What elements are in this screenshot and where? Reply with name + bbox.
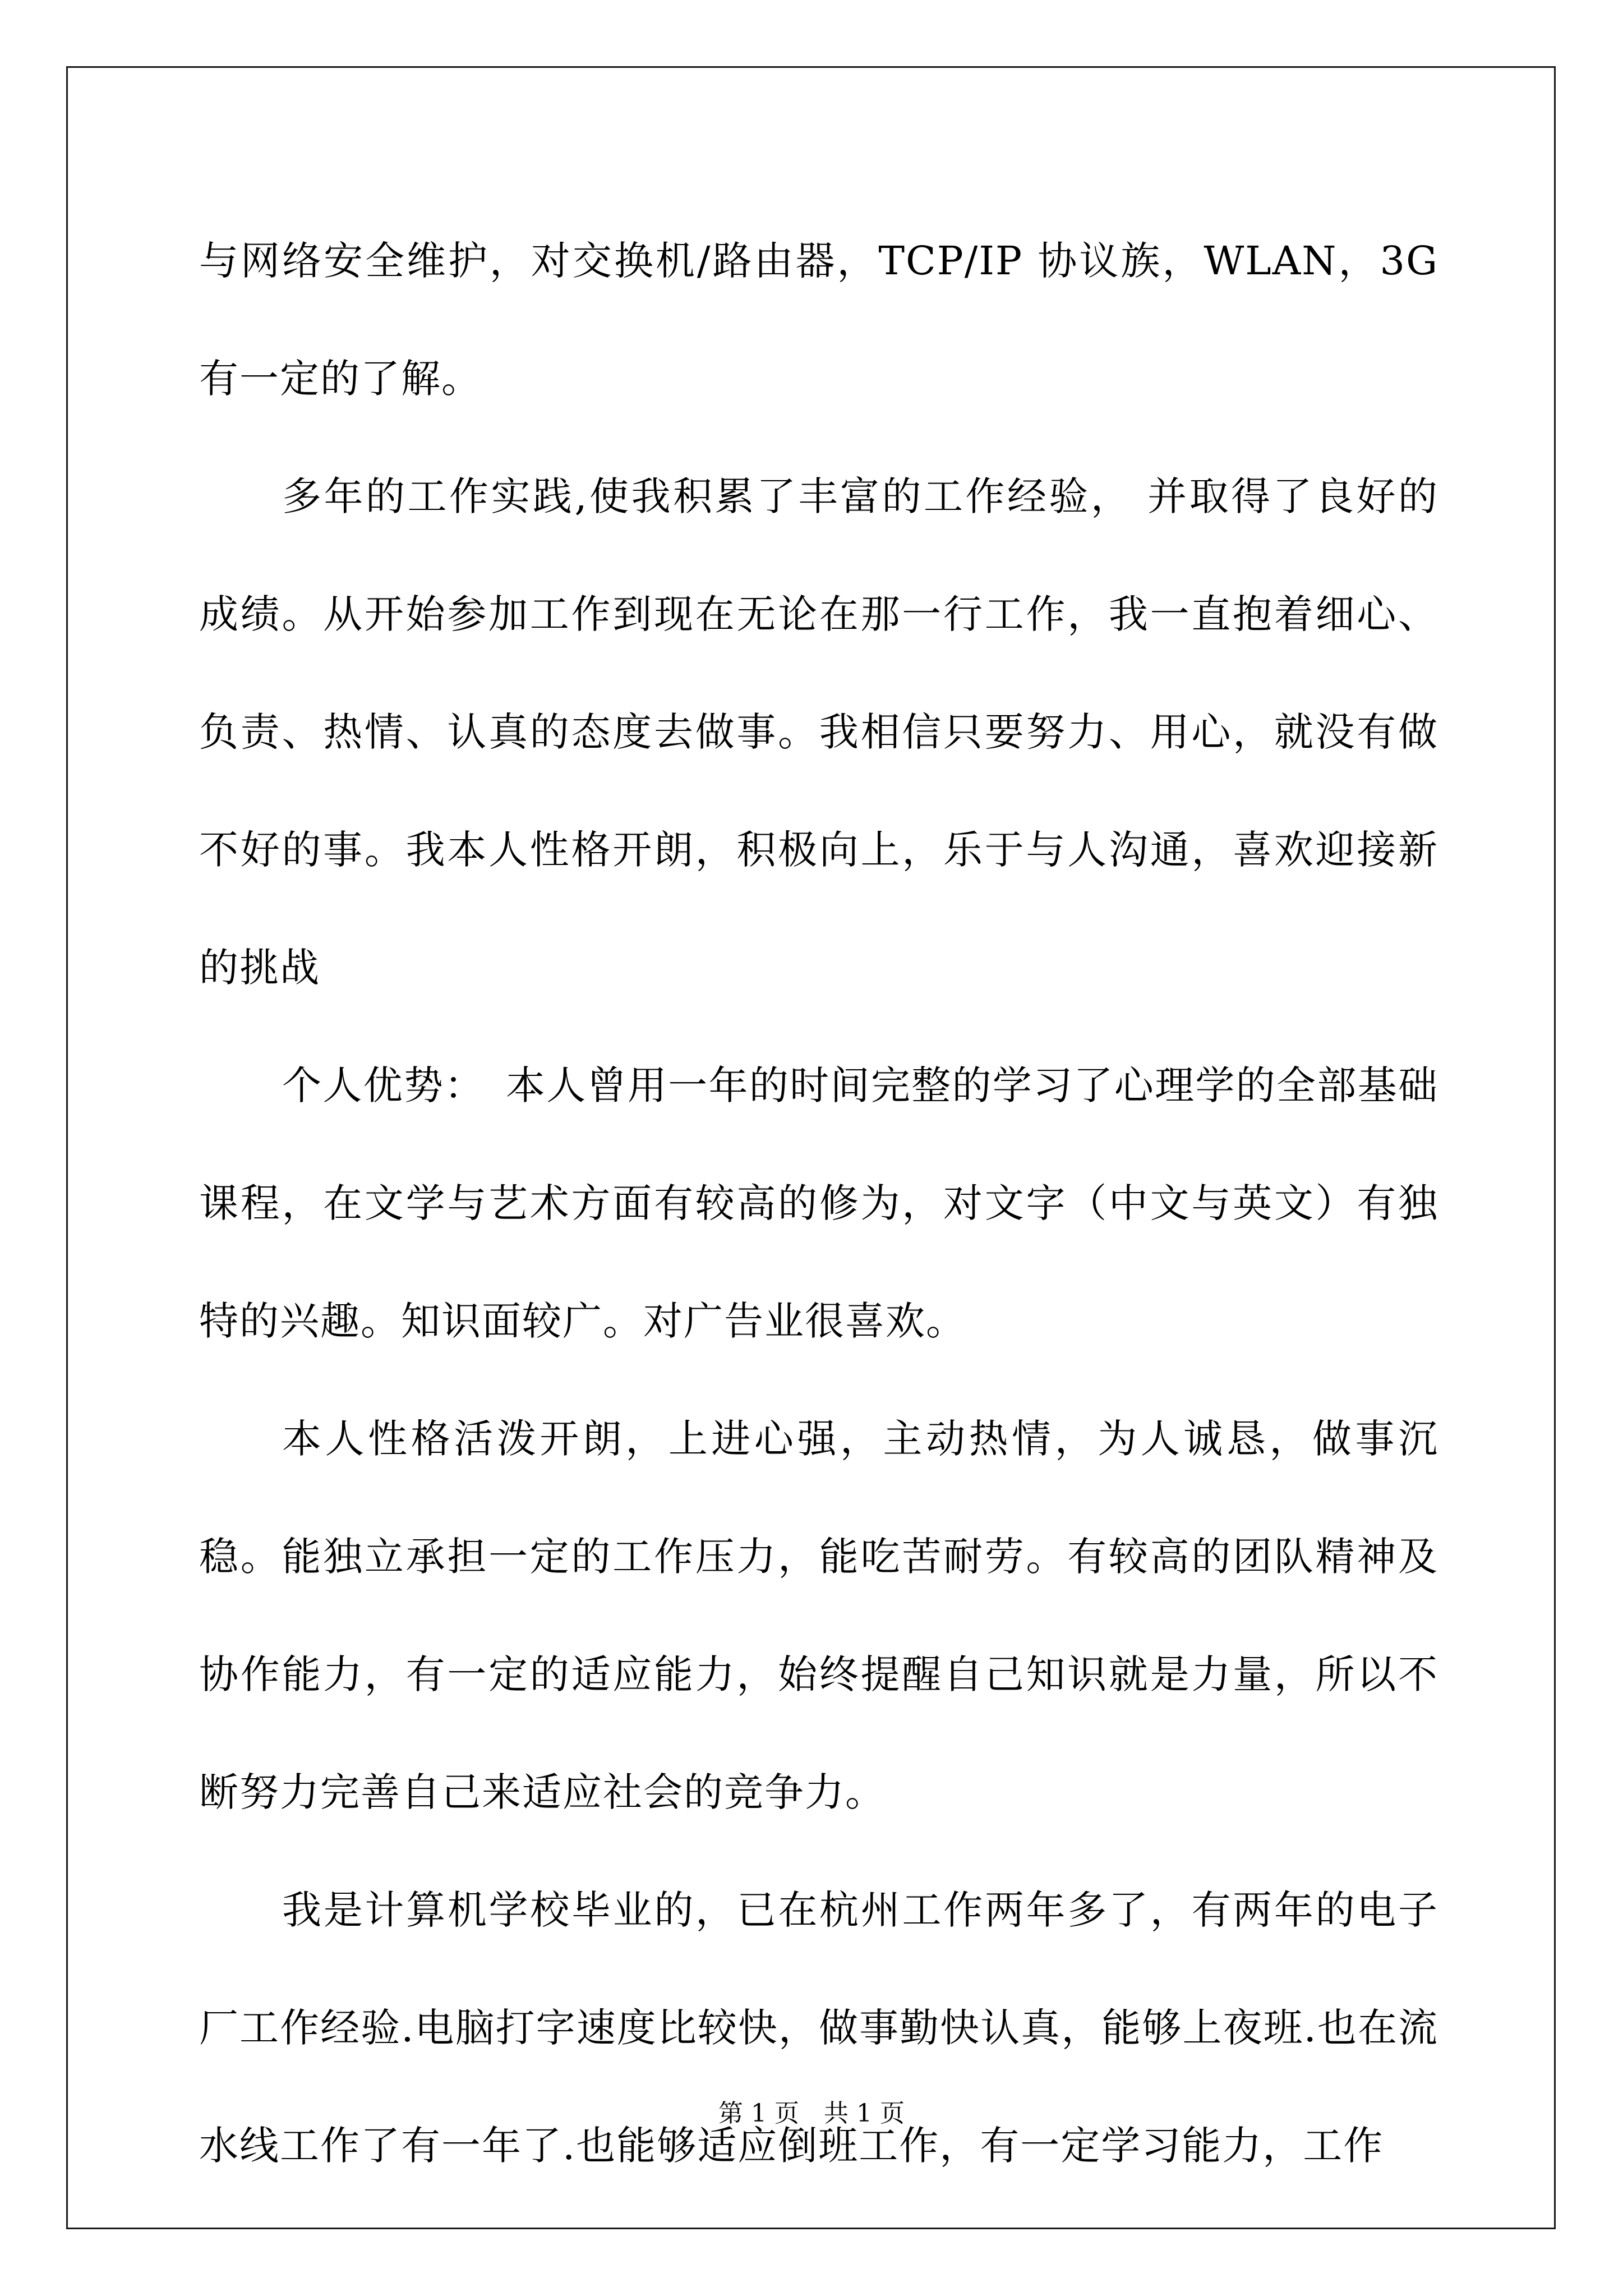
paragraph-work-experience: 多年的工作实践,使我积累了丰富的工作经验， 并取得了良好的成绩。从开始参加工作到现在无论在那一行工作，我一直抱着细心、负责、热情、认真的态度去做事。我相信只要努力、用心，就没有做不好的事。我本人性格开朗，积极向上，乐于与人沟通，喜欢迎接新的挑战 <box>199 473 1438 991</box>
paragraph-personality: 本人性格活泼开朗，上进心强，主动热情，为人诚恳，做事沉稳。能独立承担一定的工作压力，能吃苦耐劳。有较高的团队精神及协作能力，有一定的适应能力，始终提醒自己知识就是力量，所以不断努力完善自己来适应社会的竞争力。 <box>199 1416 1438 1815</box>
page-number-footer: 第 1 页 共 1 页 <box>718 2099 905 2128</box>
paragraph-personal-strengths: 个人优势： 本人曾用一年的时间完整的学习了心理学的全部基础课程，在文学与艺术方面有较高的修为，对文字（中文与英文）有独特的兴趣。知识面较广。对广告业很喜欢。 <box>199 1062 1438 1344</box>
paragraph-background: 我是计算机学校毕业的，已在杭州工作两年多了，有两年的电子厂工作经验.电脑打字速度比较快，做事勤快认真，能够上夜班.也在流水线工作了有一年了.也能够适应倒班工作，有一定学习能力，工作 <box>199 1887 1439 2169</box>
document-body <box>199 202 1438 2205</box>
paragraph-network-skills: 与网络安全维护，对交换机/路由器，TCP/IP 协议族，WLAN，3G 有一定的了解。 <box>199 238 1438 402</box>
